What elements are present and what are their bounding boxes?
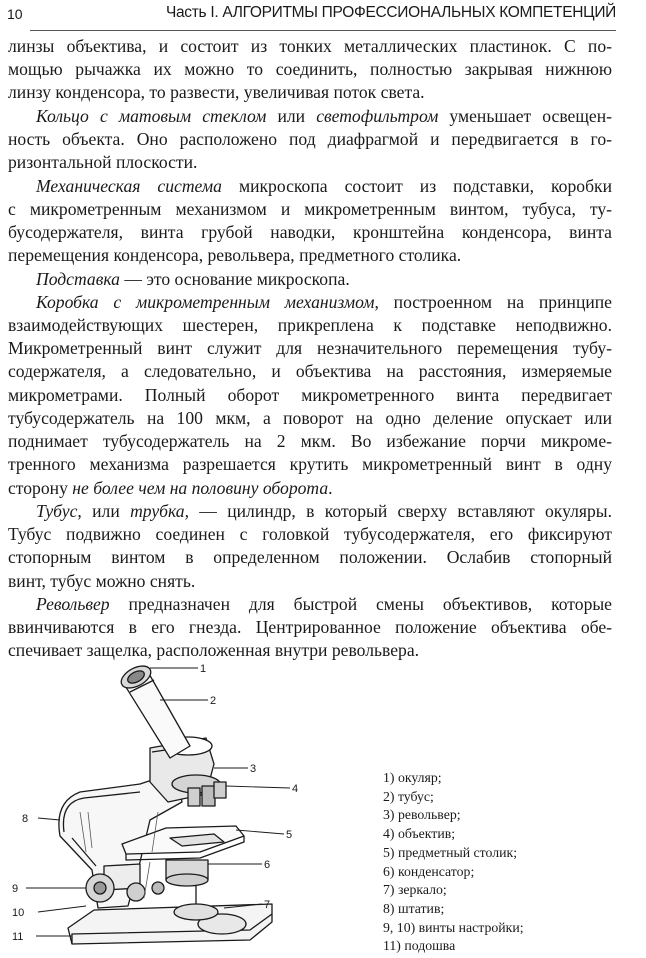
callout-9: 9 bbox=[12, 883, 19, 895]
legend-item: 7) зеркало; bbox=[383, 882, 447, 898]
text-line: перемещения конденсора, револьвера, предметного столика. bbox=[8, 245, 462, 265]
microscope-figure bbox=[0, 652, 646, 958]
callout-3: 3 bbox=[250, 763, 257, 775]
text-line: мощью рычажка их можно то соединить, полностью закрывая нижнюю bbox=[8, 59, 612, 79]
text-line: сторону не более чем на половину оборота. bbox=[8, 478, 333, 498]
text-line: ввинчиваются в его гнезда. Центрированное положение объектива обе- bbox=[8, 617, 612, 637]
text-line: Кольцо с матовым стеклом или светофильтром уменьшает освещен- bbox=[36, 106, 612, 126]
text-line: Подставка — это основание микроскопа. bbox=[36, 269, 350, 289]
text-line: бусодержателя, винта грубой наводки, кронштейна конденсора, винта bbox=[8, 222, 612, 242]
callout-5: 5 bbox=[286, 829, 293, 841]
callout-7: 7 bbox=[264, 899, 271, 911]
legend-item: 2) тубус; bbox=[383, 788, 434, 804]
callout-6: 6 bbox=[264, 859, 271, 871]
callout-4: 4 bbox=[292, 783, 299, 795]
text-line: с микрометренным механизмом и микрометренным винтом, тубуса, ту- bbox=[8, 199, 612, 219]
callout-10: 10 bbox=[12, 907, 25, 919]
text-line: Механическая система микроскопа состоит из подставки, коробки bbox=[36, 176, 612, 196]
callout-8: 8 bbox=[22, 813, 29, 825]
page-header bbox=[0, 0, 646, 38]
text-line: ризонтальной плоскости. bbox=[8, 152, 198, 172]
figure-legend bbox=[383, 769, 524, 956]
text-line: ность объекта. Оно расположено под диафрагмой и передвигается в го- bbox=[8, 129, 612, 149]
text-line: Коробка с микрометренным механизмом, построенном на принципе bbox=[36, 292, 612, 312]
running-head: Часть I. АЛГОРИТМЫ ПРОФЕССИОНАЛЬНЫХ КОМПЕТЕНЦИЙ bbox=[165, 4, 616, 21]
page-number: 10 bbox=[7, 6, 23, 22]
legend-item: 3) револьвер; bbox=[383, 807, 461, 823]
callout-11: 11 bbox=[12, 931, 24, 943]
text-line: линзы объектива, и состоит из тонких металлических пластинок. С по- bbox=[8, 36, 612, 56]
text-line: тренного механизма разрешается крутить микрометренный винт в одну bbox=[8, 454, 612, 474]
legend-item: 9, 10) винты настройки; bbox=[383, 919, 524, 935]
text-line: содержателя, а следовательно, и объектива на расстояния, измеряемые bbox=[8, 361, 612, 381]
text-line: Тубус подвижно соединен с головкой тубусодержателя, его фиксируют bbox=[8, 524, 612, 544]
legend-item: 11) подошва bbox=[383, 938, 456, 954]
legend-item: 4) объектив; bbox=[383, 826, 456, 842]
text-line: тубусодержатель на 100 мкм, а поворот на одно деление опускает или bbox=[8, 408, 612, 428]
text-line: взаимодействующих шестерен, прикреплена к подставке неподвижно. bbox=[8, 315, 612, 335]
microscope-illustration bbox=[0, 652, 380, 958]
callout-2: 2 bbox=[210, 695, 217, 707]
legend-item: 5) предметный столик; bbox=[383, 844, 518, 860]
text-line: Тубус, или трубка, — цилиндр, в который сверху вставляют окуляры. bbox=[36, 501, 612, 521]
legend-item: 1) окуляр; bbox=[383, 770, 442, 785]
legend-item: 6) конденсатор; bbox=[383, 863, 475, 879]
text-line: стопорным винтом в определенном положении. Ослабив стопорный bbox=[8, 547, 612, 567]
header-rule bbox=[30, 30, 616, 31]
text-line: поднимает тубусодержатель на 2 мкм. Во избежание порчи микроме- bbox=[8, 431, 612, 451]
callout-1: 1 bbox=[200, 663, 207, 675]
legend-item: 8) штатив; bbox=[383, 900, 445, 916]
text-line: микрометрами. Полный оборот микрометренного винта передвигает bbox=[8, 385, 612, 405]
text-line: винт, тубус можно снять. bbox=[8, 571, 196, 591]
text-line: линзу конденсора, то развести, увеличивая поток света. bbox=[8, 82, 425, 102]
text-line: Револьвер предназначен для быстрой смены объективов, которые bbox=[36, 594, 612, 614]
text-line: Микрометренный винт служит для незначительного перемещения тубу- bbox=[8, 338, 612, 358]
text-line: спечивает защелка, расположенная внутри револьвера. bbox=[8, 640, 420, 660]
